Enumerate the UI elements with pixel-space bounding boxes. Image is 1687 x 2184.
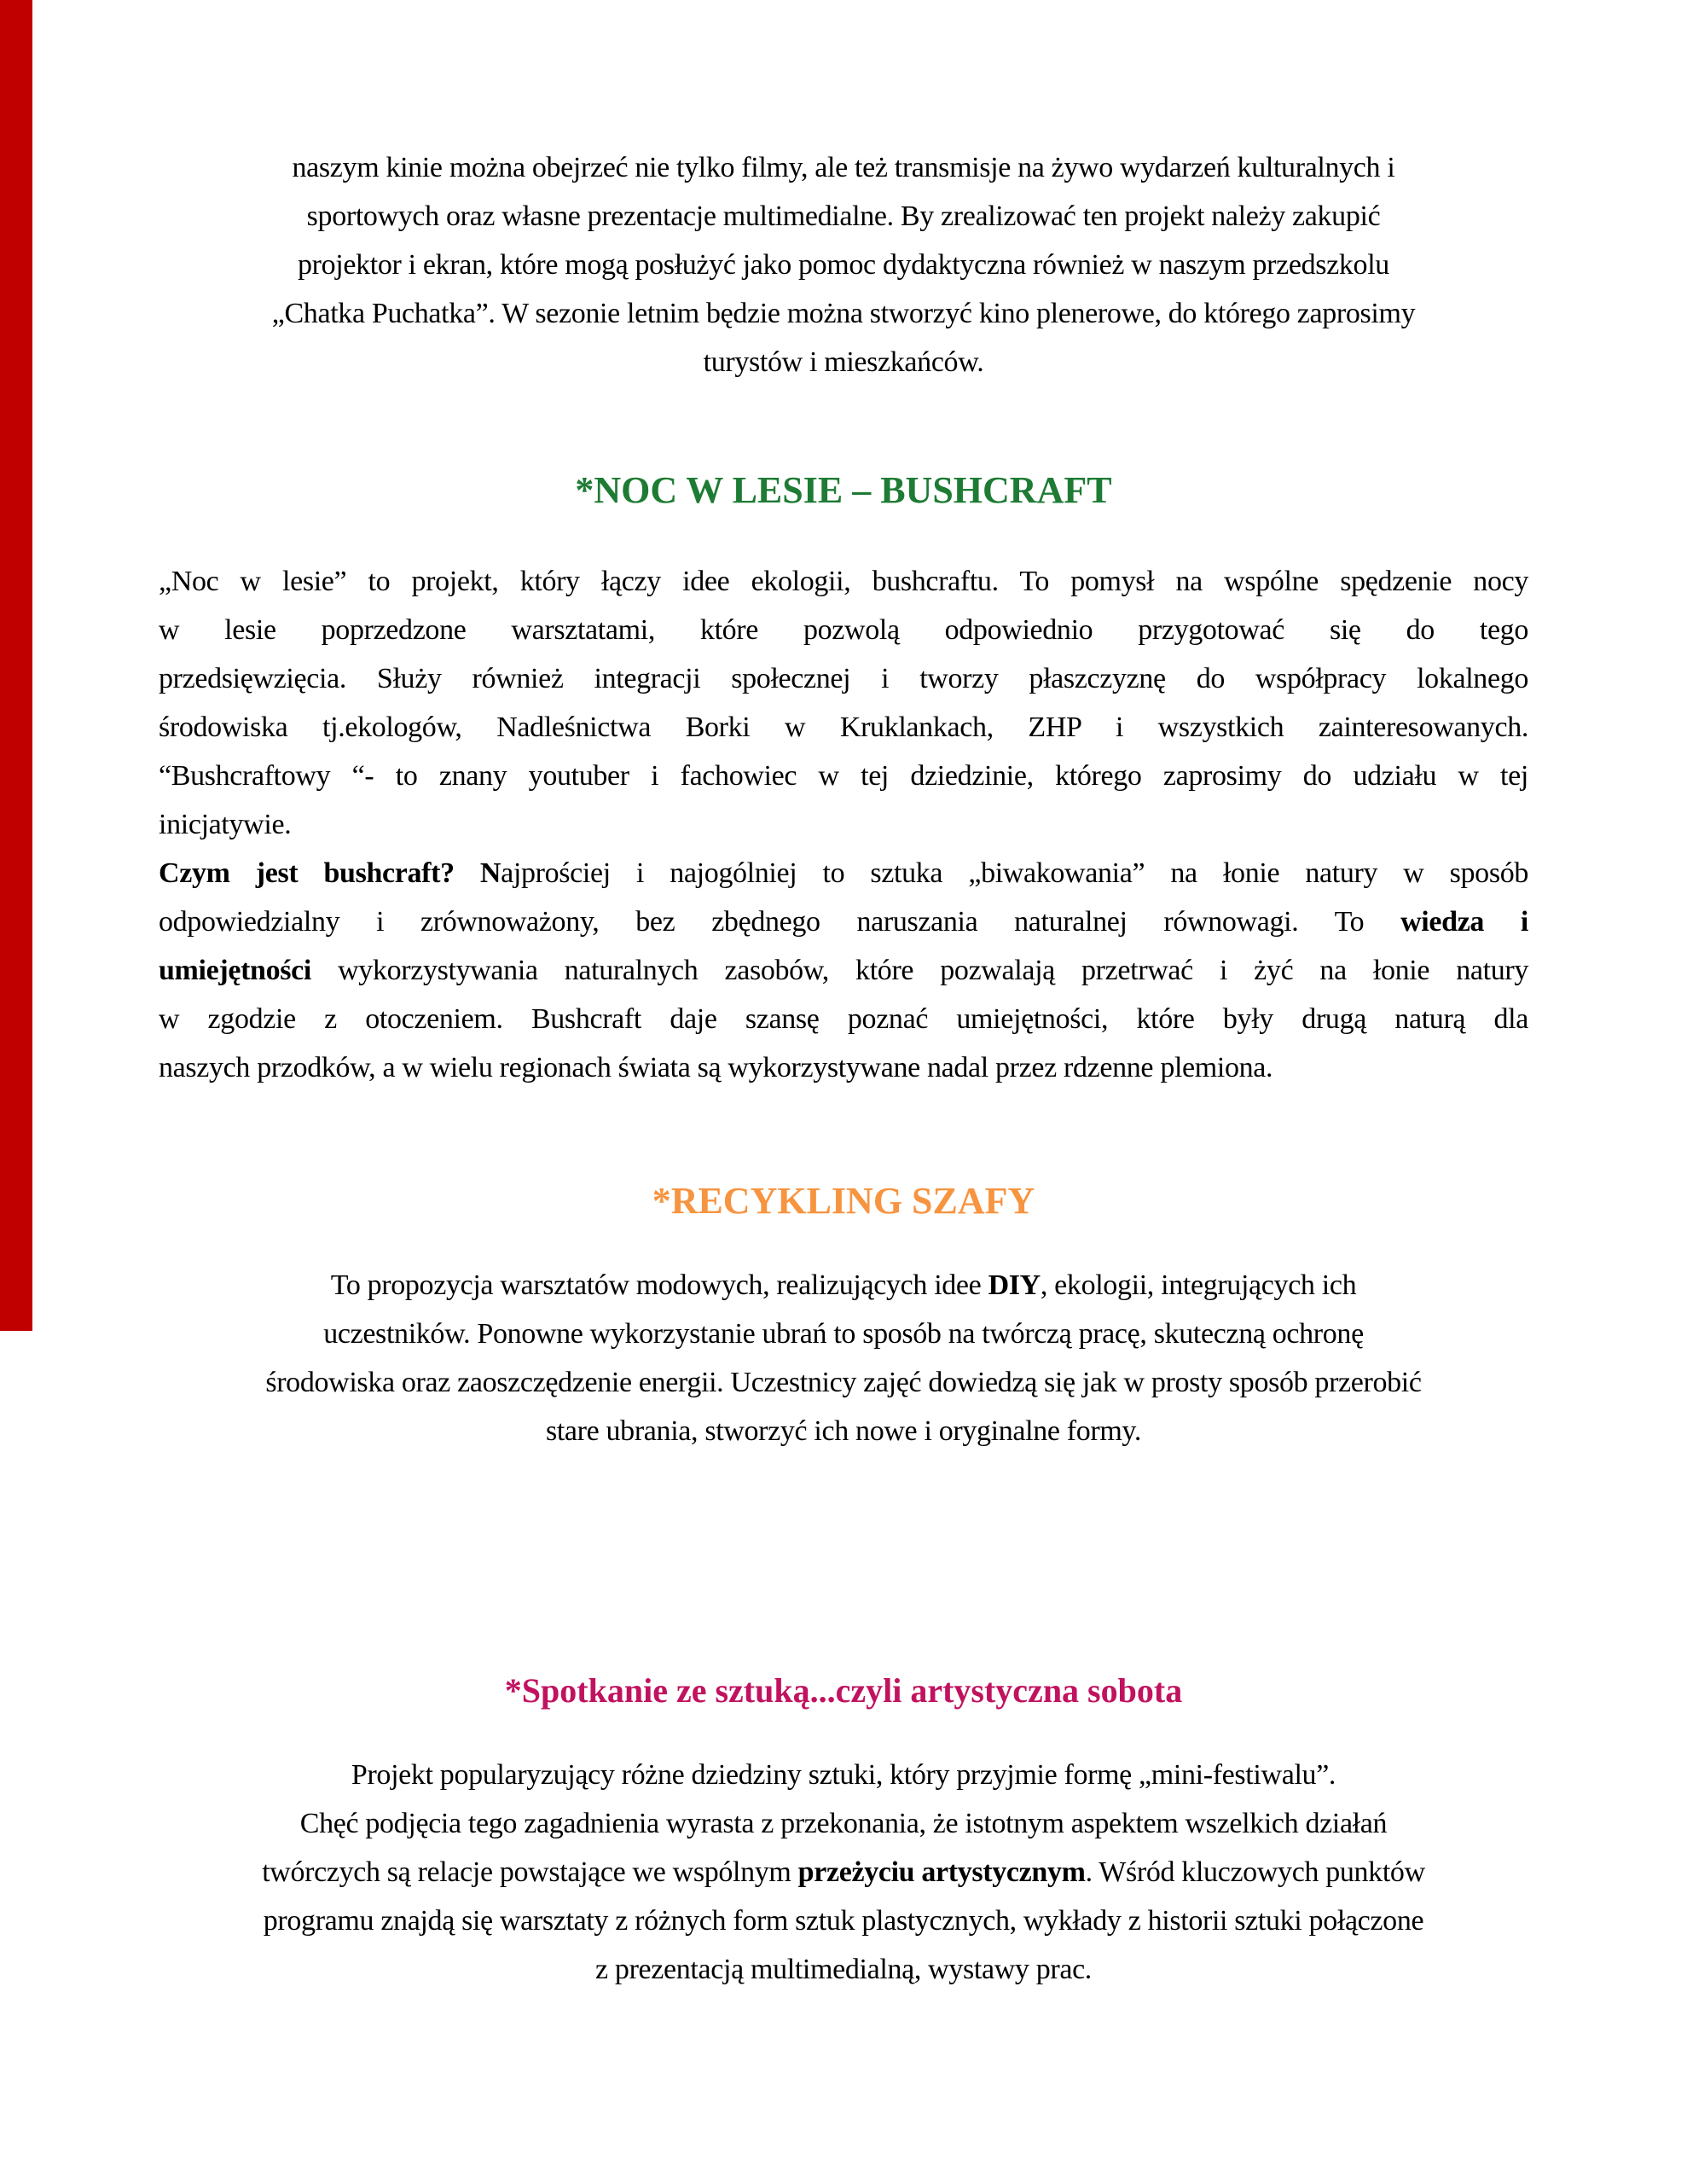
bold-text-segment: Czym jest bushcraft? N (159, 857, 501, 889)
text-segment: turystów i mieszkańców. (703, 346, 984, 378)
text-line (159, 703, 1528, 752)
text-segment: programu znajdą się warsztaty z różnych form sztuk plastycznych, wykłady z historii sztuki połączone (263, 1905, 1424, 1937)
bold-text-segment: przeżyciu artystycznym (797, 1856, 1086, 1888)
text-segment: środowiska oraz zaoszczędzenie energii. Uczestnicy zajęć dowiedzą się jak w prosty sposób przerobić (265, 1367, 1422, 1398)
text-segment: odpowiedzialny i zrównoważony, bez zbędnego naruszania naturalnej równowagi. To (159, 906, 1401, 938)
text-line (159, 241, 1528, 289)
text-segment: ajprościej i najogólniej to sztuka „biwakowania” na łonie natury w sposób (501, 857, 1528, 889)
text-line (159, 1848, 1528, 1896)
text-segment: sportowych oraz własne prezentacje multimedialne. By zrealizować ten projekt należy zakupić (306, 200, 1381, 232)
sztuka-paragraph (159, 1751, 1528, 1994)
text-segment: naszym kinie można obejrzeć nie tylko filmy, ale też transmisje na żywo wydarzeń kulturalnych i (292, 152, 1395, 183)
text-segment: „Noc w lesie” to projekt, który łączy idee ekologii, bushcraftu. To pomysł na wspólne spędzenie nocy (159, 566, 1528, 597)
recykling-paragraph (159, 1261, 1528, 1455)
text-segment: inicjatywie. (159, 809, 292, 840)
text-segment: Chęć podjęcia tego zagadnienia wyrasta z przekonania, że istotnym aspektem wszelkich działań (299, 1808, 1388, 1839)
bushcraft-paragraph-1 (159, 557, 1528, 849)
section-heading-recykling: *RECYKLING SZAFY (652, 1180, 1035, 1222)
text-segment: przedsięwzięcia. Służy również integracji społecznej i tworzy płaszczyznę do współpracy lokalnego (159, 663, 1528, 694)
text-line (159, 849, 1528, 897)
text-line (159, 192, 1528, 241)
text-segment: naszych przodków, a w wielu regionach świata są wykorzystywane nadal przez rdzenne plemiona. (159, 1052, 1273, 1083)
text-line (159, 1358, 1528, 1407)
bushcraft-paragraph-2 (159, 849, 1528, 1092)
text-line (159, 1310, 1528, 1358)
text-line (159, 1751, 1528, 1799)
bold-text-segment: umiejętności (159, 955, 311, 986)
text-line (159, 338, 1528, 386)
text-segment: „Chatka Puchatka”. W sezonie letnim będzie można stworzyć kino plenerowe, do którego zaprosimy (271, 298, 1416, 329)
red-accent-bar (0, 0, 32, 1331)
text-line (159, 752, 1528, 800)
text-line (159, 557, 1528, 606)
page-content (159, 0, 1528, 1994)
text-line (159, 995, 1528, 1043)
text-line (159, 946, 1528, 995)
text-segment: z prezentacją multimedialną, wystawy prac. (595, 1954, 1092, 1985)
bold-text-segment: DIY (988, 1269, 1041, 1301)
text-segment: twórczych są relacje powstające we wspólnym (262, 1856, 798, 1888)
text-line (159, 1799, 1528, 1848)
bold-text-segment: wiedza i (1400, 906, 1528, 938)
section-heading-sztuka: *Spotkanie ze sztuką...czyli artystyczna sobota (504, 1671, 1183, 1710)
text-line (159, 606, 1528, 654)
text-line (159, 654, 1528, 703)
text-segment: wykorzystywania naturalnych zasobów, które pozwalają przetrwać i żyć na łonie natury (310, 955, 1528, 986)
text-line (159, 800, 1528, 849)
text-line (159, 1407, 1528, 1455)
text-segment: stare ubrania, stworzyć ich nowe i oryginalne formy. (545, 1415, 1142, 1447)
text-segment: To propozycja warsztatów modowych, realizujących idee (330, 1269, 988, 1301)
text-segment: “Bushcraftowy “- to znany youtuber i fachowiec w tej dziedzinie, którego zaprosimy do udziału w tej (159, 760, 1528, 792)
text-segment: projektor i ekran, które mogą posłużyć jako pomoc dydaktyczna również w naszym przedszkolu (298, 249, 1389, 281)
text-segment: środowiska tj.ekologów, Nadleśnictwa Borki w Kruklankach, ZHP i wszystkich zainteresowanych. (159, 712, 1528, 743)
text-line (159, 1945, 1528, 1994)
text-line (159, 1261, 1528, 1310)
text-segment: . Wśród kluczowych punktów (1085, 1856, 1425, 1888)
text-line (159, 897, 1528, 946)
text-segment: w zgodzie z otoczeniem. Bushcraft daje szansę poznać umiejętności, które były drugą naturą dla (159, 1003, 1528, 1035)
section-heading-bushcraft: *NOC W LESIE – BUSHCRAFT (575, 469, 1112, 511)
text-segment: , ekologii, integrujących ich (1040, 1269, 1357, 1301)
text-segment: uczestników. Ponowne wykorzystanie ubrań to sposób na twórczą pracę, skuteczną ochronę (323, 1318, 1364, 1350)
text-segment: Projekt popularyzujący różne dziedziny sztuki, który przyjmie formę „mini-festiwalu”. (351, 1759, 1336, 1791)
text-line (159, 1043, 1528, 1092)
text-segment: w lesie poprzedzone warsztatami, które pozwolą odpowiednio przygotować się do tego (159, 614, 1528, 646)
text-line (159, 143, 1528, 192)
intro-paragraph (159, 143, 1528, 386)
text-line (159, 289, 1528, 338)
text-line (159, 1896, 1528, 1945)
